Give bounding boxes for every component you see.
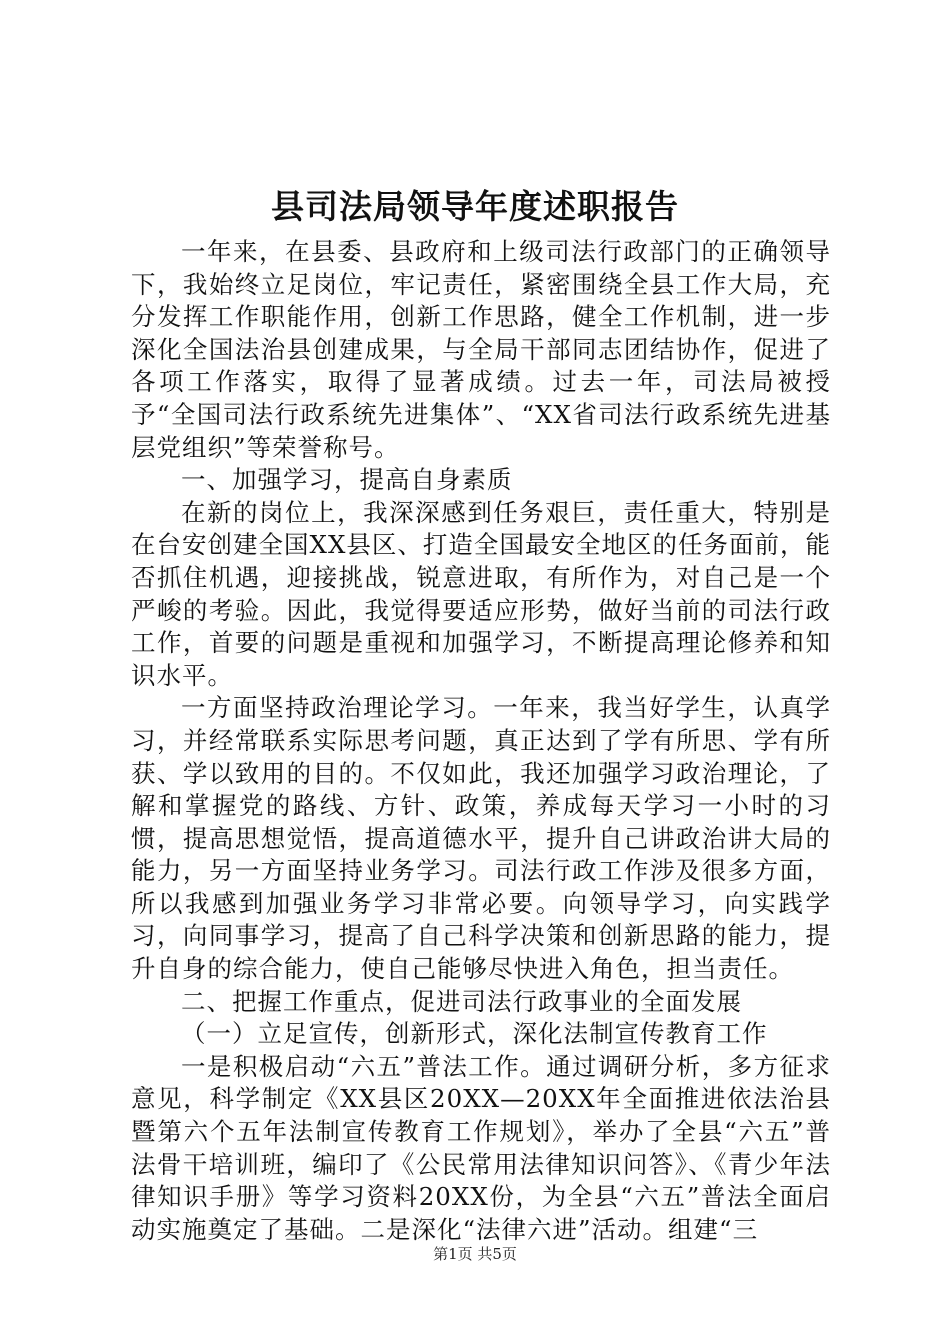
subsection-heading-1: （一）立足宣传，创新形式，深化法制宣传教育工作 [181, 1019, 768, 1049]
paragraph-intro: 一年来，在县委、县政府和上级司法行政部门的正确领导下，我始终立足岗位，牢记责任，紧密围绕全县工作大局，充分发挥工作职能作用，创新工作思路，健全工作机制，进一步深化全国法治县创建成果，与全局干部同志团结协作，促进了各项工作落实，取得了显著成绩。过去一年，司法局被授予“全国司法行政系统先进集体”、“XX省司法行政系统先进基层党组织”等荣誉称号。 [131, 237, 831, 462]
paragraph-new-post: 在新的岗位上，我深深感到任务艰巨，责任重大，特别是在台安创建全国XX县区、打造全国最安全地区的任务面前，能否抓住机遇，迎接挑战，锐意进取，有所作为，对自己是一个严峻的考验。因此，我觉得要适应形势，做好当前的司法行政工作，首要的问题是重视和加强学习，不断提高理论修养和知识水平。 [131, 497, 831, 690]
page-footer: 第1页 共5页 [433, 1245, 517, 1263]
paragraph-six-five-plan: 一是积极启动“六五”普法工作。通过调研分析，多方征求意见，科学制定《XX县区20XX—20XX年全面推进依法治县暨第六个五年法制宣传教育工作规划》，举办了全县“六五”普法骨干培训班，编印了《公民常用法律知识问答》、《青少年法律知识手册》等学习资料20XX份，为全县“六五”普法全面启动实施奠定了基础。二是深化“法律六进”活动。组建“三 [131, 1051, 831, 1244]
section-heading-1: 一、加强学习，提高自身素质 [181, 465, 513, 495]
paragraph-political-study: 一方面坚持政治理论学习。一年来，我当好学生，认真学习，并经常联系实际思考问题，真正达到了学有所思、学有所获、学以致用的目的。不仅如此，我还加强学习政治理论，了解和掌握党的路线、方针、政策，养成每天学习一小时的习惯，提高思想觉悟，提高道德水平，提升自己讲政治讲大局的能力，另一方面坚持业务学习。司法行政工作涉及很多方面，所以我感到加强业务学习非常必要。向领导学习，向实践学习，向同事学习，提高了自己科学决策和创新思路的能力，提升自身的综合能力，使自己能够尽快进入角色，担当责任。 [131, 693, 831, 984]
document-body [131, 236, 831, 1246]
section-heading-2: 二、把握工作重点，促进司法行政事业的全面发展 [181, 986, 742, 1016]
document-title: 县司法局领导年度述职报告 [271, 187, 679, 226]
